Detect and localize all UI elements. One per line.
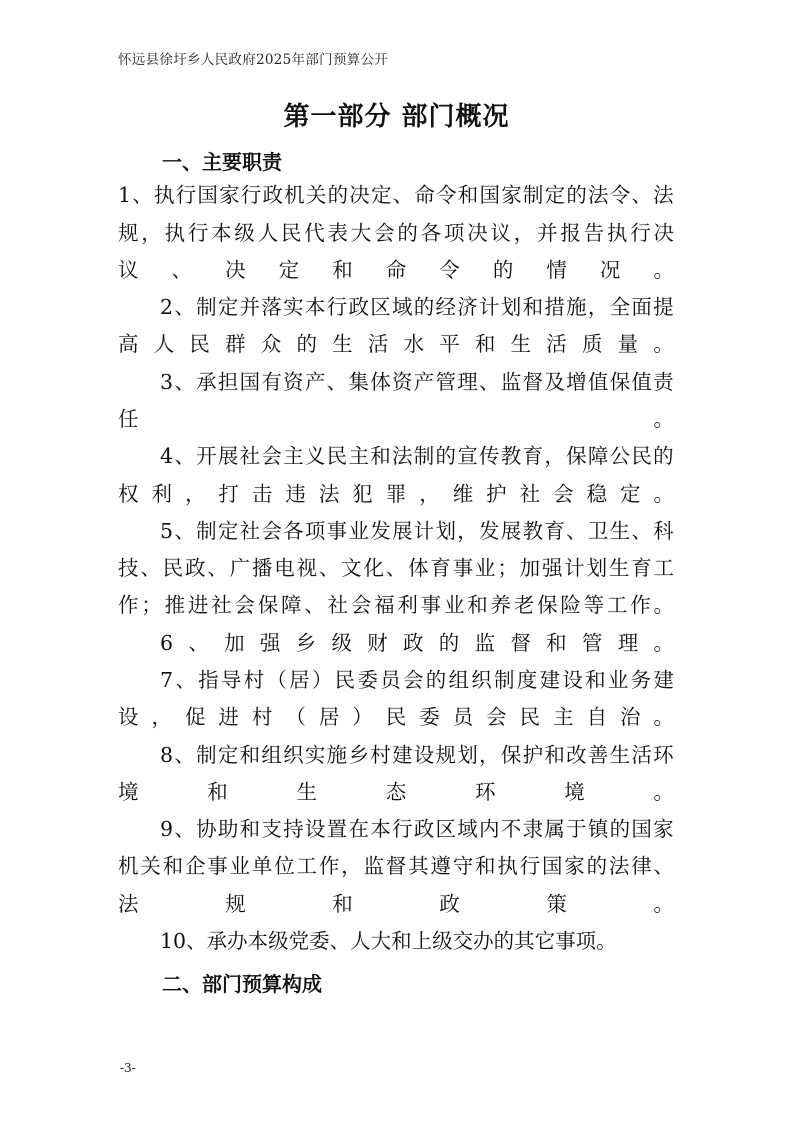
section-heading-main-duties: 一、主要职责 [162, 150, 282, 174]
duty-5-line-1: 5 、 制 定 社 会 各 项 事 业 发 展 计 划 ， 发 展 教 育 、 卫 生 、 科 [160, 519, 674, 543]
duty-9-line-2: 机 关 和 企 事 业 单 位 工 作 ， 监 督 其 遵 守 和 执 行 国 家 的 法 律 、 [118, 854, 674, 878]
duty-7-line-2: 设 ， 促 进 村 （ 居 ） 民 委 员 会 民 主 自 治 。 [118, 705, 674, 729]
duty-1-line-1: 1 、 执 行 国 家 行 政 机 关 的 决 定 、 命 令 和 国 家 制 定 的 法 令 、 法 [118, 183, 674, 207]
duty-4-line-2: 权 利 ， 打 击 违 法 犯 罪 ， 维 护 社 会 稳 定 。 [118, 482, 674, 506]
page-header: 怀远县徐圩乡人民政府2025年部门预算公开 [118, 52, 389, 68]
duty-5-line-3: 作 ； 推 进 社 会 保 障 、 社 会 福 利 事 业 和 养 老 保 险 等 工 作 。 [118, 593, 674, 617]
duty-9-line-3: 法 规 和 政 策 。 [118, 892, 674, 916]
page-number: -3- [120, 1061, 136, 1075]
duty-4-line-1: 4 、 开 展 社 会 主 义 民 主 和 法 制 的 宣 传 教 育 ， 保 障 公 民 的 [160, 444, 674, 468]
duty-9-line-1: 9 、 协 助 和 支 持 设 置 在 本 行 政 区 域 内 不 隶 属 于 镇 的 国 家 [160, 817, 674, 841]
duty-7-line-1: 7 、 指 导 村 （ 居 ） 民 委 员 会 的 组 织 制 度 建 设 和 业 务 建 [160, 668, 674, 692]
duty-10-line-1: 10、承办本级党委、人大和上级交办的其它事项。 [160, 929, 617, 953]
duty-3-line-1: 3 、 承 担 国 有 资 产 、 集 体 资 产 管 理 、 监 督 及 增 值 保 值 责 [160, 370, 674, 394]
duty-8-line-2: 境 和 生 态 环 境 。 [118, 780, 674, 804]
duty-1-line-2: 规 ， 执 行 本 级 人 民 代 表 大 会 的 各 项 决 议 ， 并 报 告 执 行 决 [118, 221, 674, 245]
duty-8-line-1: 8 、 制 定 和 组 织 实 施 乡 村 建 设 规 划 ， 保 护 和 改 善 生 活 环 [160, 743, 674, 767]
duty-1-line-3: 议 、 决 定 和 命 令 的 情 况 。 [118, 258, 674, 282]
duty-2-line-2: 高 人 民 群 众 的 生 活 水 平 和 生 活 质 量 。 [118, 332, 674, 356]
duty-5-line-2: 技 、 民 政 、 广 播 电 视 、 文 化 、 体 育 事 业 ； 加 强 计 划 生 育 工 [118, 556, 674, 580]
page-title: 第一部分 部门概况 [283, 102, 510, 132]
duty-3-line-2: 任 。 [118, 407, 674, 431]
section-heading-budget-composition: 二、部门预算构成 [162, 972, 322, 996]
duty-6-line-1: 6 、 加 强 乡 级 财 政 的 监 督 和 管 理 。 [160, 631, 674, 655]
duty-2-line-1: 2 、 制 定 并 落 实 本 行 政 区 域 的 经 济 计 划 和 措 施 ， 全 面 提 [160, 295, 674, 319]
